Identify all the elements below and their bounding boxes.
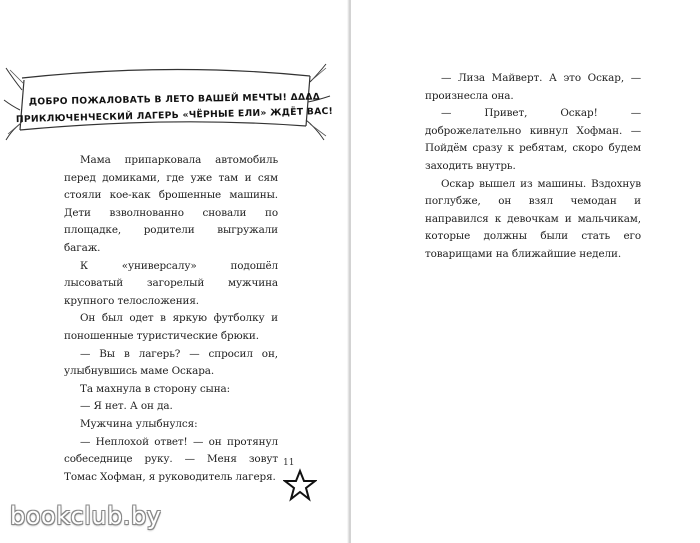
left-page bbox=[0, 0, 349, 543]
paragraph: Мужчина улыбнулся: bbox=[80, 417, 198, 430]
right-page-text bbox=[425, 70, 641, 264]
paragraph: К «универсалу» подошёл лысоватый загорелый мужчина крупного телосложения. bbox=[64, 259, 278, 307]
watermark-logo: bookclub.by bbox=[10, 502, 162, 530]
paragraph: — Неплохой ответ! — он протянул собеседнице руку. — Меня зовут Томас Хофман, я руководитель лагеря. bbox=[64, 435, 278, 483]
paragraph: — Вы в лагерь? — спросил он, улыбнувшись маме Оскара. bbox=[64, 347, 278, 378]
page-number: 11 bbox=[283, 458, 295, 468]
banner-line-2: ПРИКЛЮЧЕНЧЕСКИЙ ЛАГЕРЬ «ЧЁРНЫЕ ЕЛИ» ЖДЁТ ВАС! bbox=[15, 105, 334, 126]
left-page-text bbox=[64, 152, 278, 486]
paragraph: Оскар вышел из машины. Вздохнув поглубже, он взял чемодан и направился к девочкам и мальчикам, которые должны были стать его товарищами на ближайшие недели. bbox=[425, 177, 641, 260]
banner-line-1: ДОБРО ПОЖАЛОВАТЬ В ЛЕТО ВАШЕЙ МЕЧТЫ! ΔΔΔΔ bbox=[28, 91, 321, 108]
paragraph: — Лиза Майверт. А это Оскар, — произнесла она. bbox=[425, 72, 641, 102]
paragraph: Мама припарковала автомобиль перед домиками, где уже там и сям стояли кое-как брошенные машины. Дети взволнованно сновали по площадке, родители выгружали багаж. bbox=[64, 154, 278, 254]
paragraph: Он был одет в яркую футболку и поношенные туристические брюки. bbox=[64, 312, 278, 342]
star-icon bbox=[283, 468, 317, 502]
paragraph: — Привет, Оскар! — доброжелательно кивнул Хофман. — Пойдём сразу к ребятам, скоро будем заходить внутрь. bbox=[425, 107, 641, 172]
paragraph: — Я нет. А он да. bbox=[80, 400, 173, 413]
paragraph: Та махнула в сторону сына: bbox=[80, 382, 231, 395]
camp-banner bbox=[0, 50, 349, 150]
